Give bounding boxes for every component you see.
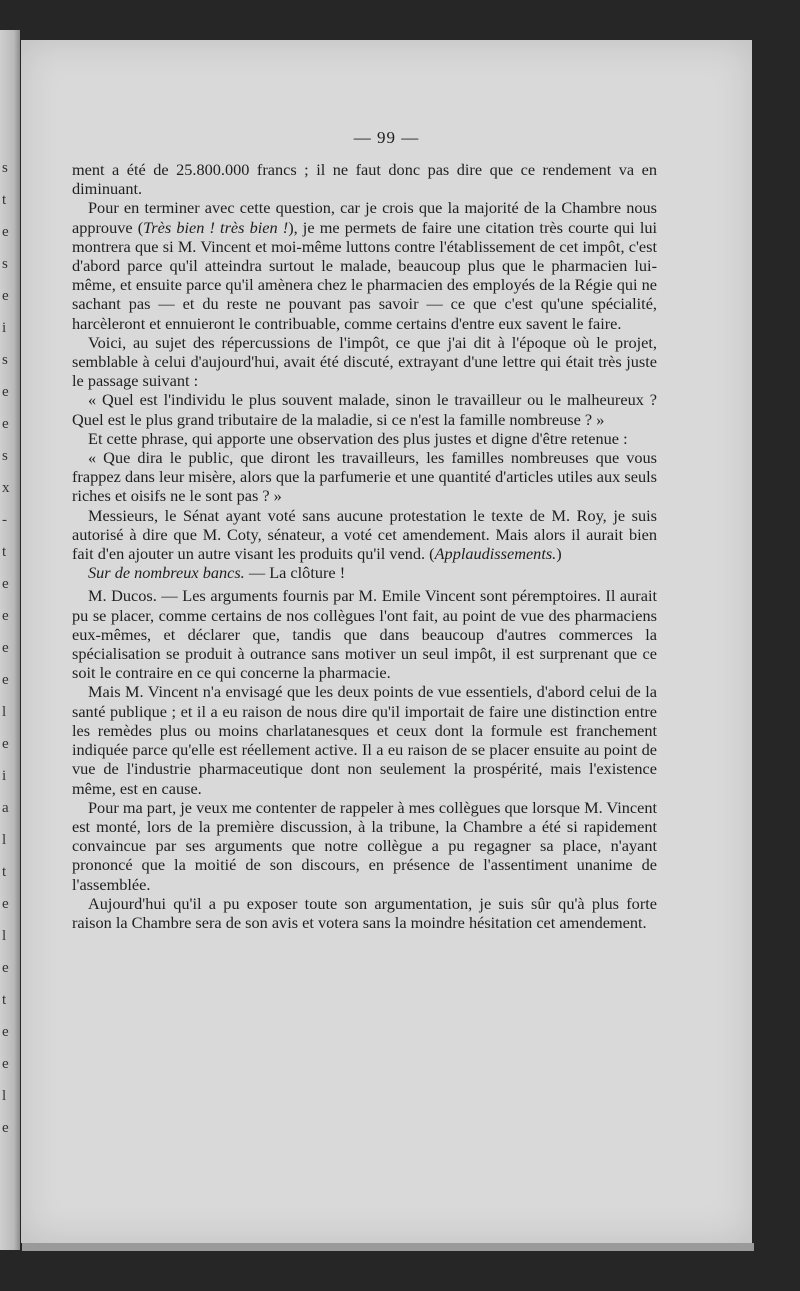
prev-page-letter: t (2, 864, 7, 880)
paragraph-12: Aujourd'hui qu'il a pu exposer toute son argumentation, je suis sûr qu'à plus forte raison la Chambre sera de son avis et votera sans la moindre hésitation cet amendement. (72, 893, 657, 932)
paragraph-10: Mais M. Vincent n'a envisagé que les deux points de vue essentiels, d'abord celui de la santé publique ; et il a eu raison de nous dire qu'il importait de faire une distinction entre les remèdes plus ou moins charlatanesques et ceux dont la formule est franchement indiquée parce qu'elle est réellement active. Il a eu raison de se placer ensuite au point de vue de l'industrie pharmaceutique dont non seulement la prospérité, mais l'existence même, est en cause. (72, 682, 657, 798)
prev-page-letter: e (2, 736, 9, 752)
prev-page-letter: s (2, 352, 8, 368)
prev-page-letter: s (2, 448, 8, 464)
book-page (21, 40, 752, 1243)
previous-page-edge (0, 30, 20, 1250)
paragraph-7: Messieurs, le Sénat ayant voté sans aucune protestation le texte de M. Roy, je suis autorisé à dire que M. Coty, sénateur, a voté cet amendement. Mais alors il aurait bien fait d'en ajouter un autre visant les produits qu'il vend. (Applaudissements.) (72, 505, 657, 564)
prev-page-letter: e (2, 576, 9, 592)
paragraph-5: Et cette phrase, qui apporte une observation des plus justes et digne d'être retenue : (88, 428, 628, 448)
prev-page-letter: x (2, 480, 10, 496)
prev-page-letter: s (2, 256, 8, 272)
applause-italic: Très bien ! très bien ! (143, 217, 289, 237)
prev-page-letter: t (2, 192, 7, 208)
prev-page-letter: i (2, 768, 7, 784)
paragraph-11: Pour ma part, je veux me contenter de rappeler à mes collègues que lorsque M. Vincent est monté, lors de la première discussion, à la tribune, la Chambre a été si rapidement convaincue par ses arguments que notre collègue a pu regagner sa place, n'ayant prononcé que la moitié de son discours, en présence de l'assentiment unanime de l'assemblée. (72, 797, 657, 894)
page-bottom-shadow (22, 1243, 754, 1251)
paragraph-3: Voici, au sujet des répercussions de l'impôt, ce que j'ai dit à l'époque où le projet, semblable à celui d'aujourd'hui, avait été discuté, extrayant d'une lettre qui était très juste le passage suivant : (72, 332, 657, 391)
prev-page-letter: e (2, 1056, 9, 1072)
applause-italic: Applaudissements. (434, 544, 557, 564)
prev-page-letter: e (2, 608, 9, 624)
prev-page-letter: e (2, 960, 9, 976)
prev-page-letter: l (2, 928, 7, 944)
prev-page-letter: l (2, 704, 7, 720)
prev-page-letter: s (2, 160, 8, 176)
prev-page-letter: e (2, 288, 9, 304)
paragraph-8-interjection: Sur de nombreux bancs. — La clôture ! (88, 563, 346, 583)
prev-page-letter: e (2, 224, 9, 240)
prev-page-letter: e (2, 896, 9, 912)
prev-page-letter: e (2, 1120, 9, 1136)
prev-page-letter: e (2, 672, 9, 688)
prev-page-letter: i (2, 320, 7, 336)
paragraph-1: ment a été de 25.800.000 francs ; il ne faut donc pas dire que ce rendement va en diminuant. (72, 160, 657, 199)
paragraph-2: Pour en terminer avec cette question, car je crois que la majorité de la Chambre nous approuve (Très bien ! très bien !), je me permets de faire une citation très courte qui lui montrera que si M. Vincent et moi-même luttons contre l'établissement de cet impôt, c'est d'abord parce qu'il atteindra surtout le malade, beaucoup plus que le pharmacien lui-même, et ensuite parce qu'il amènera chez le pharmacien des employés de la Régie qui ne sachant pas — et du reste ne pouvant pas savoir — ce que c'est qu'une spécialité, harcèleront et ennuieront le contribuable, comme certains d'entre eux savent le faire. (72, 198, 658, 333)
prev-page-letter: t (2, 544, 7, 560)
prev-page-letter: e (2, 640, 9, 656)
page-number: — 99 — (353, 128, 420, 147)
prev-page-letter: l (2, 1088, 7, 1104)
prev-page-letter: a (2, 800, 9, 816)
page-body (72, 160, 657, 932)
prev-page-letter: t (2, 992, 7, 1008)
prev-page-letter: e (2, 416, 9, 432)
paragraph-9-speaker: M. Ducos. — Les arguments fournis par M. Emile Vincent sont péremptoires. Il aurait pu se placer, comme certains de nos collègues l'ont fait, au point de vue des pharmaciens eux-mêmes, et déclarer que, tandis que dans beaucoup d'autres commerces la spécialisation se produit à outrance sans motiver un seul impôt, il est surprenant que ce soit le contraire en ce qui concerne la pharmacie. (72, 586, 657, 683)
prev-page-letter: e (2, 1024, 9, 1040)
paragraph-6-quote: « Que dira le public, que diront les travailleurs, les familles nombreuses que vous frappez dans leur misère, alors que la parfumerie et une quantité d'articles utiles aux seuls riches et oisifs ne le sont pas ? » (72, 448, 657, 506)
paragraph-4-quote: « Quel est l'individu le plus souvent malade, sinon le travailleur ou le malheureux ? Quel est le plus grand tributaire de la maladie, si ce n'est la famille nombreuse ? » (72, 390, 657, 429)
prev-page-letter: l (2, 832, 7, 848)
prev-page-letter: - (2, 512, 7, 528)
prev-page-letter: e (2, 384, 9, 400)
